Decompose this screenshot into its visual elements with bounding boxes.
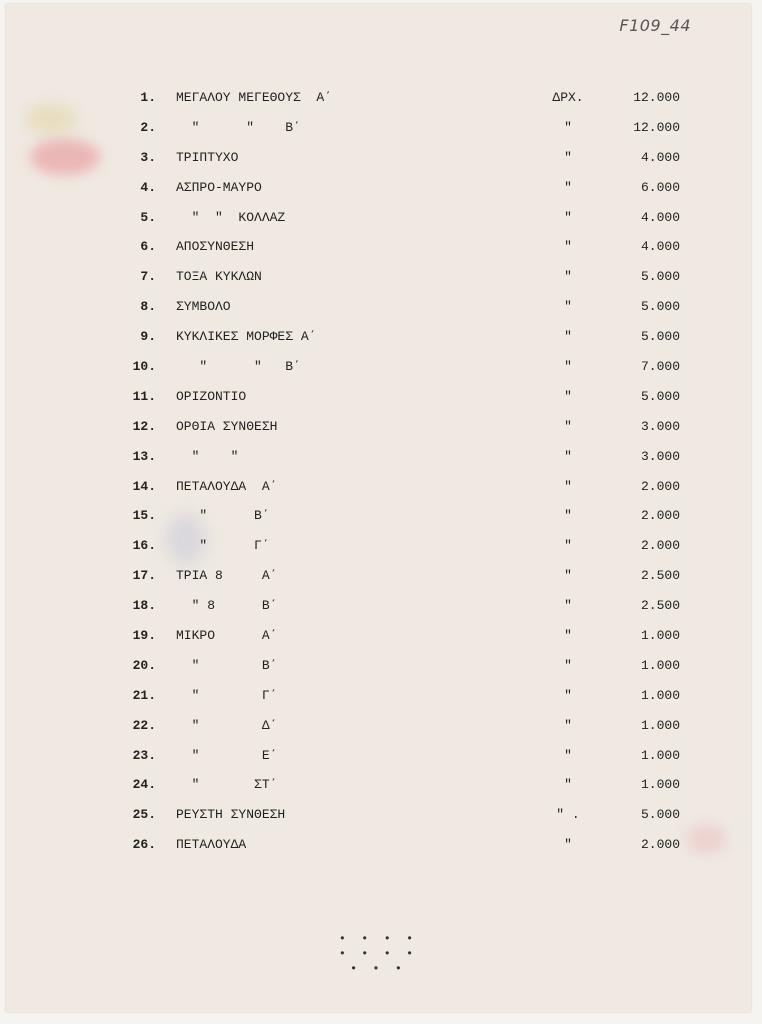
item-number: 13.	[132, 448, 156, 464]
paper-sheet	[6, 4, 751, 1012]
list-item	[6, 538, 751, 568]
list-item	[6, 90, 751, 120]
item-name: " Γ΄	[176, 687, 278, 703]
list-item	[6, 807, 751, 837]
item-name: " " Β΄	[176, 359, 301, 375]
list-item	[6, 598, 751, 628]
item-price: 4.000	[640, 209, 680, 225]
list-item	[6, 479, 751, 509]
item-name: ΑΣΠΡΟ-ΜΑΥΡΟ	[176, 179, 262, 195]
item-price: 1.000	[640, 747, 680, 763]
item-name: ΤΡΙΠΤΥΧΟ	[176, 149, 239, 165]
item-name: " " ΚΟΛΛΑΖ	[176, 209, 286, 225]
item-number: 18.	[132, 598, 156, 614]
item-number: 1.	[140, 90, 156, 105]
item-name: ΜΕΓΑΛΟΥ ΜΕΓΕΘΟΥΣ Α΄	[176, 90, 333, 105]
item-currency: "	[564, 388, 572, 404]
item-currency: "	[564, 448, 572, 464]
item-name: ΤΟΞΑ ΚΥΚΛΩΝ	[176, 269, 262, 285]
item-number: 26.	[132, 837, 156, 853]
item-price: 2.000	[640, 538, 680, 554]
list-item	[6, 389, 751, 419]
item-price: 7.000	[640, 359, 680, 375]
item-name: " " Β΄	[176, 119, 301, 135]
item-number: 21.	[132, 687, 156, 703]
list-item	[6, 329, 751, 359]
item-currency: "	[564, 508, 572, 524]
item-price: 12.000	[633, 119, 680, 135]
item-number: 24.	[132, 777, 156, 793]
list-item	[6, 748, 751, 778]
item-number: 19.	[132, 628, 156, 644]
list-item	[6, 120, 751, 150]
item-currency: "	[564, 269, 572, 285]
item-price: 1.000	[640, 777, 680, 793]
item-currency: "	[564, 239, 572, 255]
item-price: 5.000	[640, 329, 680, 345]
list-item	[6, 419, 751, 449]
footer-dots-line: • • •	[349, 962, 406, 976]
item-name: ΟΡΘΙΑ ΣΥΝΘΕΣΗ	[176, 418, 278, 434]
item-price: 2.500	[640, 568, 680, 584]
item-name: ΠΕΤΑΛΟΥΔΑ	[176, 837, 247, 853]
item-price: 1.000	[640, 628, 680, 644]
price-list	[6, 90, 751, 867]
item-currency: "	[564, 478, 572, 494]
list-item	[6, 359, 751, 389]
item-name: " Β΄	[176, 657, 278, 673]
list-item	[6, 688, 751, 718]
item-price: 4.000	[640, 239, 680, 255]
item-number: 11.	[132, 388, 156, 404]
item-currency: "	[564, 628, 572, 644]
list-item	[6, 837, 751, 867]
footer-ornament	[336, 932, 420, 977]
item-number: 9.	[140, 329, 156, 345]
item-name: ΑΠΟΣΥΝΘΕΣΗ	[176, 239, 255, 255]
item-currency: "	[564, 657, 572, 673]
item-name: ΣΥΜΒΟΛΟ	[176, 299, 231, 315]
item-currency: " .	[556, 807, 580, 823]
item-name: " 8 Β΄	[176, 598, 278, 614]
item-currency: "	[564, 119, 572, 135]
item-currency: "	[564, 179, 572, 195]
item-number: 22.	[132, 717, 156, 733]
footer-dots-line: • • • •	[338, 947, 418, 961]
item-name: ΡΕΥΣΤΗ ΣΥΝΘΕΣΗ	[176, 807, 286, 823]
item-number: 4.	[140, 179, 156, 195]
item-name: ΟΡΙΖΟΝΤΙΟ	[176, 388, 247, 404]
list-item	[6, 180, 751, 210]
item-price: 3.000	[640, 418, 680, 434]
item-currency: "	[564, 687, 572, 703]
item-currency: "	[564, 299, 572, 315]
item-name: ΚΥΚΛΙΚΕΣ ΜΟΡΦΕΣ Α΄	[176, 329, 317, 345]
item-number: 6.	[140, 239, 156, 255]
item-price: 5.000	[640, 299, 680, 315]
item-price: 5.000	[640, 807, 680, 823]
item-price: 1.000	[640, 687, 680, 703]
item-name: ΜΙΚΡΟ Α΄	[176, 628, 278, 644]
item-number: 8.	[140, 299, 156, 315]
item-currency: "	[564, 538, 572, 554]
item-name: " Δ΄	[176, 717, 278, 733]
item-price: 1.000	[640, 717, 680, 733]
item-price: 2.000	[640, 478, 680, 494]
item-name: ΤΡΙΑ 8 Α΄	[176, 568, 278, 584]
list-item	[6, 269, 751, 299]
item-number: 10.	[132, 359, 156, 375]
item-price: 3.000	[640, 448, 680, 464]
item-name: " Ε΄	[176, 747, 278, 763]
list-item	[6, 210, 751, 240]
item-currency: "	[564, 209, 572, 225]
item-price: 2.500	[640, 598, 680, 614]
item-price: 2.000	[640, 508, 680, 524]
item-number: 5.	[140, 209, 156, 225]
list-item	[6, 299, 751, 329]
item-number: 20.	[132, 657, 156, 673]
item-name: ΠΕΤΑΛΟΥΔΑ Α΄	[176, 478, 278, 494]
item-number: 3.	[140, 149, 156, 165]
item-currency: "	[564, 568, 572, 584]
item-number: 12.	[132, 418, 156, 434]
list-item	[6, 508, 751, 538]
item-currency: "	[564, 747, 572, 763]
item-price: 5.000	[640, 388, 680, 404]
list-item	[6, 658, 751, 688]
item-name: " "	[176, 448, 239, 464]
list-item	[6, 150, 751, 180]
item-price: 2.000	[640, 837, 680, 853]
item-currency: "	[564, 359, 572, 375]
item-price: 4.000	[640, 149, 680, 165]
item-currency: "	[564, 598, 572, 614]
footer-dots-line: • • • •	[338, 932, 418, 946]
item-number: 25.	[132, 807, 156, 823]
item-number: 14.	[132, 478, 156, 494]
list-item	[6, 777, 751, 807]
item-currency: "	[564, 418, 572, 434]
item-number: 16.	[132, 538, 156, 554]
item-currency: "	[564, 837, 572, 853]
list-item	[6, 449, 751, 479]
item-currency: "	[564, 329, 572, 345]
item-price: 12.000	[633, 90, 680, 105]
item-currency: "	[564, 149, 572, 165]
item-name: " Β΄	[176, 508, 270, 524]
item-price: 5.000	[640, 269, 680, 285]
item-name: " Γ΄	[176, 538, 270, 554]
item-number: 15.	[132, 508, 156, 524]
item-price: 6.000	[640, 179, 680, 195]
item-currency: "	[564, 717, 572, 733]
list-item	[6, 628, 751, 658]
item-number: 23.	[132, 747, 156, 763]
item-number: 7.	[140, 269, 156, 285]
reference-code: F109_44	[619, 16, 691, 35]
item-currency: "	[564, 777, 572, 793]
list-item	[6, 568, 751, 598]
item-name: " ΣΤ΄	[176, 777, 278, 793]
item-price: 1.000	[640, 657, 680, 673]
list-item	[6, 718, 751, 748]
item-number: 2.	[140, 119, 156, 135]
item-number: 17.	[132, 568, 156, 584]
list-item	[6, 239, 751, 269]
item-currency: ΔΡΧ.	[552, 90, 584, 105]
